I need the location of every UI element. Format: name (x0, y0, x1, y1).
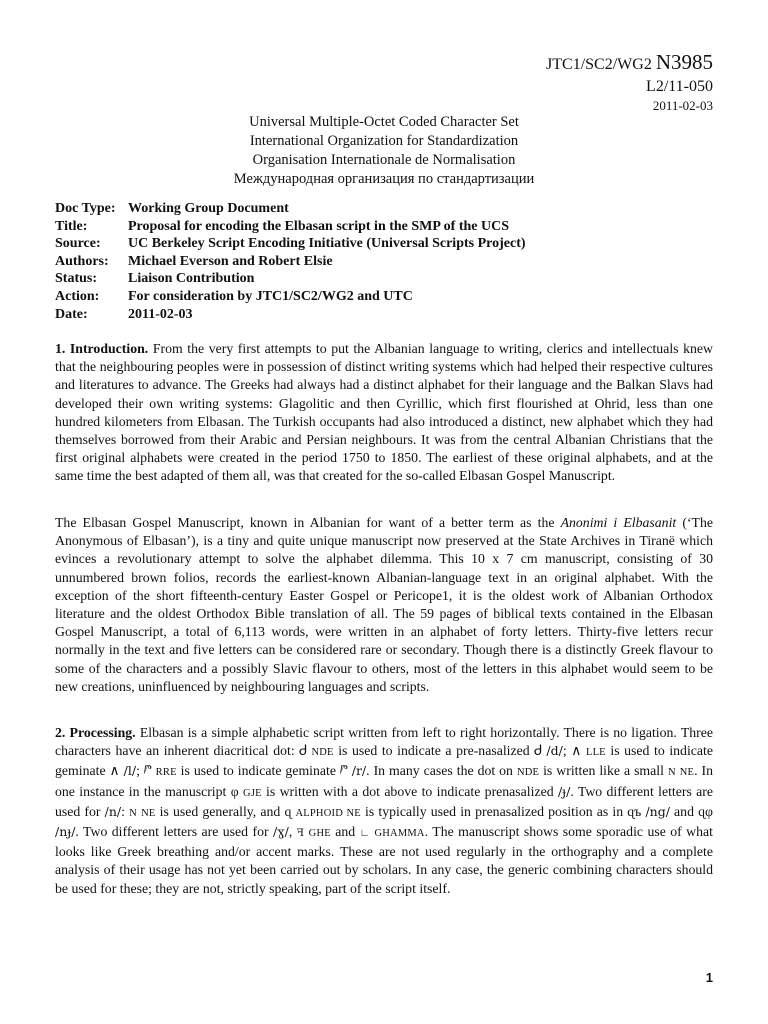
text-run: is typically used in prenasalized position as in (360, 803, 628, 819)
ipa-symbol: /nɟ/ (55, 824, 76, 840)
paragraph-text: The Elbasan Gospel Manuscript, known in Albanian for want of a better term as the (55, 515, 561, 530)
metadata-table (55, 200, 526, 323)
elbasan-glyph: ∧ (571, 743, 582, 759)
meta-value: Michael Everson and Robert Elsie (128, 253, 333, 269)
doc-header-wg (546, 50, 713, 75)
elbasan-glyph: φ (230, 783, 239, 799)
elbasan-glyph: ꟻ (296, 828, 305, 840)
text-run: is used to indicate geminate (55, 743, 713, 779)
text-run: ; (136, 763, 144, 779)
meta-value: For consideration by JTC1/SC2/WG2 and UTC (128, 288, 413, 304)
elbasan-glyph: ⱓ (339, 763, 348, 779)
meta-key: Action: (55, 288, 100, 304)
ipa-symbol: /l/ (123, 763, 137, 779)
text-run: . Two different letters are used for (55, 783, 714, 819)
meta-row-date (55, 306, 526, 324)
elbasan-glyph: ɋφ (698, 803, 713, 819)
char-name: NDE (516, 767, 540, 779)
org-line: Международная организация по стандартизации (233, 171, 535, 187)
section-heading: 1. Introduction. (55, 341, 149, 356)
char-name: NE (679, 767, 695, 779)
elbasan-glyph: Ꮷ (534, 743, 542, 759)
meta-value: UC Berkeley Script Encoding Initiative (Universal Scripts Project) (128, 236, 526, 252)
elbasan-glyph: ⱓ (143, 763, 152, 779)
ipa-symbol: /d/ (546, 743, 563, 759)
meta-value: Proposal for encoding the Elbasan script in the SMP of the UCS (128, 218, 510, 234)
ipa-symbol: /ɣ/ (272, 824, 289, 840)
meta-key: Source: (55, 236, 101, 252)
elbasan-glyph: ∟ (359, 828, 371, 840)
text-run: is used to indicate geminate (176, 763, 340, 779)
section-heading: 2. Processing. (55, 725, 136, 740)
ipa-symbol: /r/ (351, 763, 367, 779)
ipa-symbol: /ng/ (645, 803, 670, 819)
elbasan-glyph: ɋъ (627, 803, 642, 819)
char-name: LLE (585, 747, 606, 759)
text-run: ; (562, 743, 572, 759)
text-run: . Two different letters are used for (75, 824, 273, 840)
text-run: Elbasan is a simple alphabetic script written from left to right horizontally. There is no ligation. Three characters have an inherent diacritical dot: (55, 725, 714, 759)
meta-value: 2011-02-03 (128, 306, 193, 322)
text-run: is written with a dot above to indicate prenasalized (261, 783, 558, 799)
paragraph-text: (‘The Anonymous of Elbasan’), is a tiny and quite unique manuscript now preserved at the State Archives in Tiranë which evinces a revolutionary attempt to solve the alphabet dilemma. This 10 x 7 cm manuscript, consisting of 30 unnumbered brown folios, records the earliest-known Albanian-language text in an original alphabet. With the exception of the short fifteenth-century Easter Gospel or Pericope1, it is the oldest work of Albanian Orthodox literature and the oldest Orthodox Bible translation of all. The 59 pages of biblical texts contained in the Elbasan Gospel Manuscript, a total of 6,113 words, were written in an alphabet of forty letters. Thirty-five letters recur normally in the text and five letters can be considered rare or secondary. Though there is a distinctly Greek flavour to some of the characters and a possibly Slavic flavour to others, most of the letters in this alphabet would seem to be new creations, uninfluenced by neighbouring languages and scripts. (55, 515, 713, 694)
text-run: : (121, 803, 130, 819)
l2-number: L2/11-050 (646, 78, 713, 95)
elbasan-glyph: ∧ (109, 763, 120, 779)
elbasan-glyph: ɋ (284, 803, 292, 819)
meta-row-title (55, 218, 526, 236)
doc-number: N3985 (655, 50, 713, 74)
char-name: NDE (311, 747, 334, 759)
meta-key: Authors: (55, 253, 109, 269)
paragraph-text: From the very first attempts to put the Albanian language to writing, clerics and intellectuals knew that the neighbouring peoples were in possession of distinct writing systems which had helped their respective cultures and literatures to advance. The Greeks had always had a distinct alphabet for their language and the Balkan Slavs had developed their own writing systems: Glagolitic and then Cyrillic, which first flourished at Ohrid, less than one hundred kilometers from Elbasan. The Turkish occupants had also introduced a distinct, new alphabet which they had themselves borrowed from their Arabic and Persian neighbours. It was from the central Albanian Christians that the first original alphabets were created in the period 1750 to 1850. The earliest of these original alphabets, and at the same time the best adapted of them all, was that created for the so-called Elbasan Gospel Manuscript. (55, 341, 713, 484)
char-name: GJE (243, 787, 262, 799)
meta-key: Doc Type: (55, 201, 116, 216)
text-run: , (288, 824, 297, 840)
meta-row-status (55, 270, 526, 288)
processing-paragraph (55, 724, 713, 898)
ipa-symbol: /n/ (104, 803, 122, 819)
elbasan-glyph: Ꮷ (299, 743, 307, 759)
text-run: is written like a small (539, 763, 668, 779)
meta-row-authors (55, 253, 526, 271)
meta-row-doc-type (55, 200, 526, 218)
text-run: and (330, 824, 360, 840)
page-number: 1 (705, 970, 713, 985)
org-line: International Organization for Standardization (249, 133, 519, 149)
text-run: is used generally, and (155, 803, 285, 819)
meta-key: Date: (55, 306, 88, 322)
char-name: RRE (155, 767, 177, 779)
char-name: NE (141, 807, 156, 819)
text-run: . In one instance in the manuscript (55, 763, 714, 799)
char-name: ALPHOID NE (295, 807, 361, 819)
header-date: 2011-02-03 (652, 98, 713, 113)
char-name: GHAMMA (374, 828, 425, 840)
elbasan-glyph: N (667, 767, 676, 779)
meta-key: Title: (55, 218, 88, 234)
char-name: GHE (308, 828, 331, 840)
org-line: Universal Multiple-Octet Coded Character Set (249, 114, 519, 130)
meta-value: Working Group Document (128, 201, 289, 216)
elbasan-glyph: N (129, 807, 137, 819)
manuscript-paragraph (55, 514, 713, 696)
text-run: is used to indicate a pre-nasalized (333, 743, 535, 759)
ipa-symbol: /ɟ/ (557, 783, 571, 799)
meta-value: Liaison Contribution (128, 271, 255, 287)
italic-title: Anonimi i Elbasanit (560, 515, 677, 530)
org-line: Organisation Internationale de Normalisation (252, 152, 516, 168)
organization-block (0, 113, 768, 189)
meta-row-action (55, 288, 526, 306)
meta-row-source (55, 235, 526, 253)
text-run: . In many cases the dot on (366, 763, 517, 779)
text-run: and (669, 803, 699, 819)
wg-label: JTC1/SC2/WG2 (546, 56, 652, 73)
text-run: . The manuscript shows some sporadic use of what looks like Greek breathing and/or accent marks. These are not used regularly in the orthography and a complete analysis of their usage has not yet been carried out by scholars. In any case, the generic combining characters should be used for these; they are not, strictly speaking, part of the script itself. (55, 824, 713, 896)
introduction-paragraph (55, 340, 713, 486)
meta-key: Status: (55, 271, 98, 287)
